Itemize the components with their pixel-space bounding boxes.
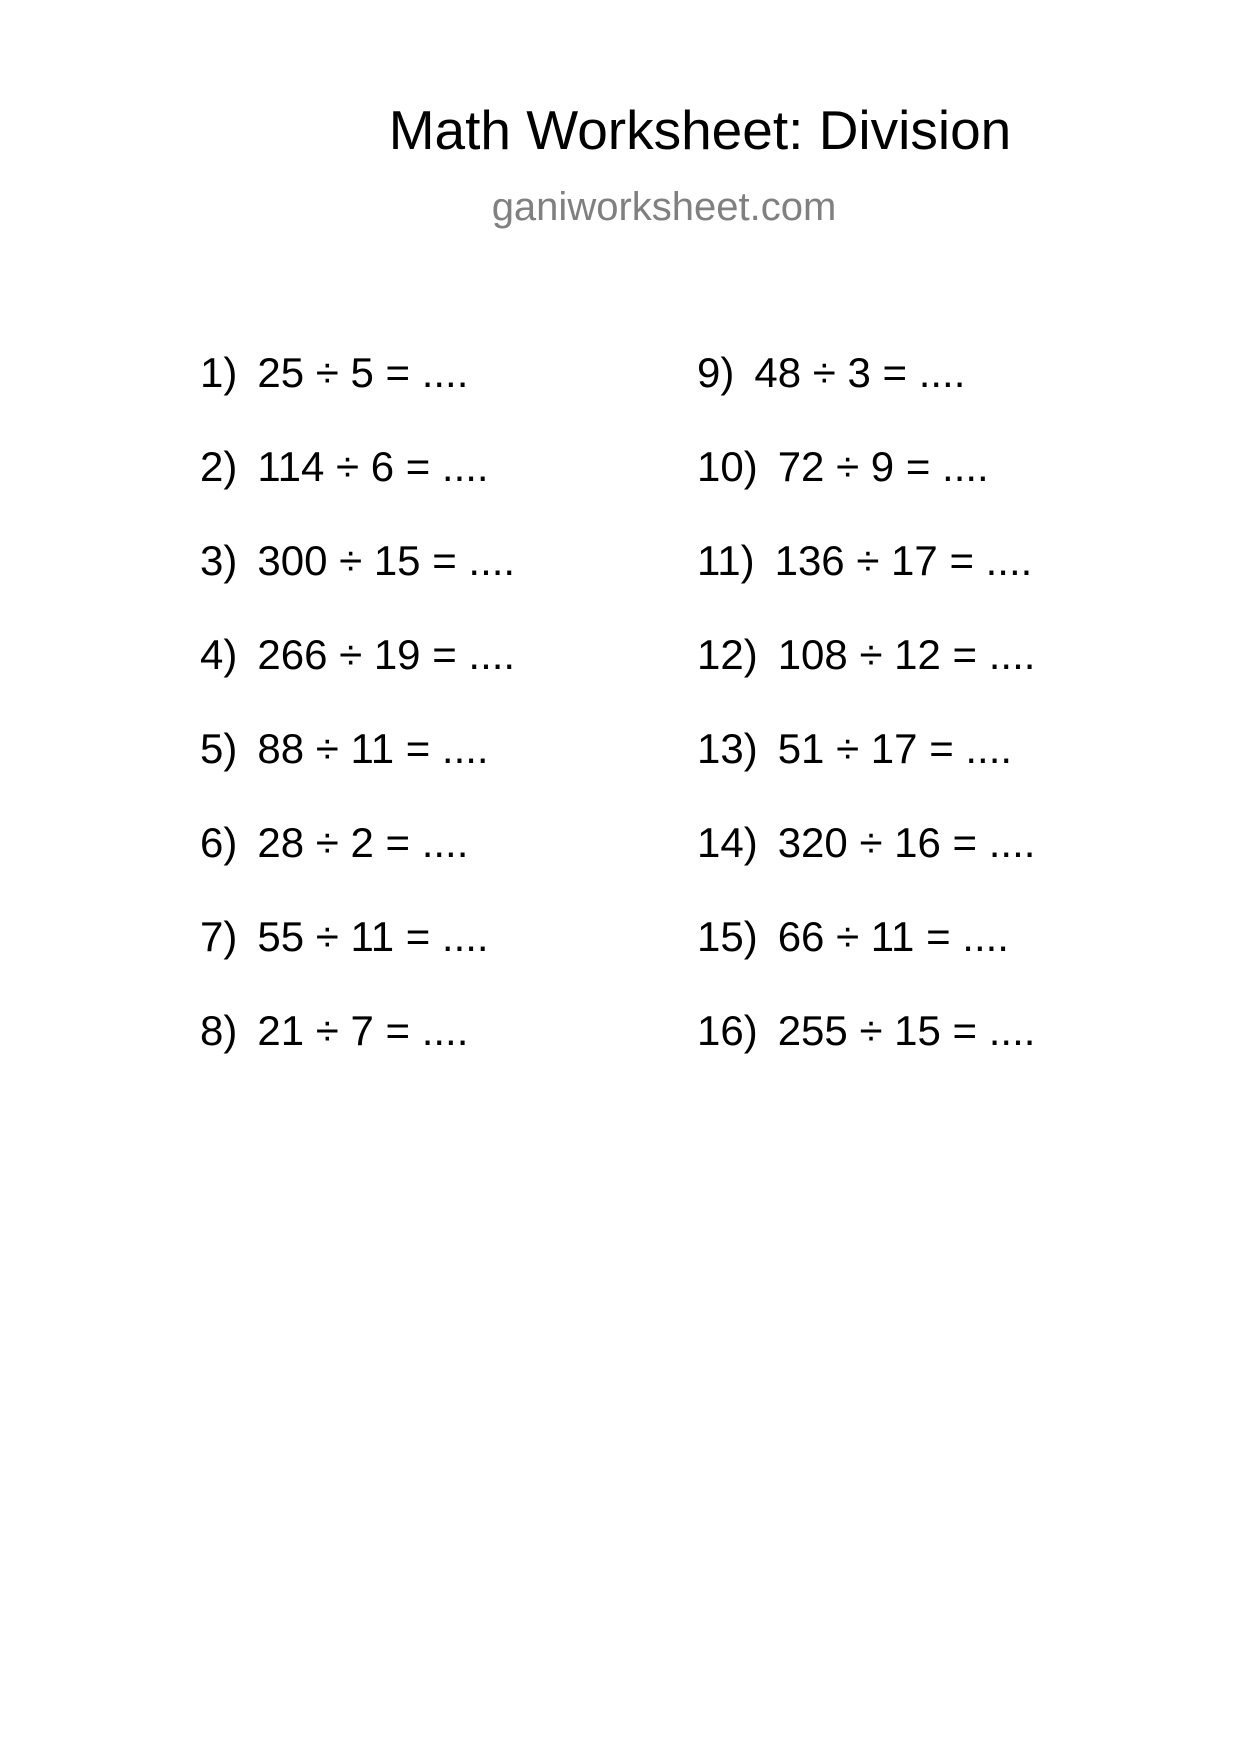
problem-expression: 21 ÷ 7 = .... — [257, 1007, 469, 1054]
problem-number: 10) — [697, 443, 758, 490]
problem-expression: 114 ÷ 6 = .... — [257, 443, 489, 490]
problem-number: 3) — [200, 537, 238, 584]
problem-item — [200, 536, 515, 586]
problem-number: 4) — [200, 631, 238, 678]
problem-expression: 25 ÷ 5 = .... — [257, 349, 469, 396]
problem-expression: 48 ÷ 3 = .... — [754, 349, 966, 396]
problem-number: 1) — [200, 349, 238, 396]
problem-expression: 255 ÷ 15 = .... — [777, 1007, 1036, 1054]
problem-expression: 88 ÷ 11 = .... — [257, 725, 489, 772]
problem-item — [200, 912, 489, 962]
problem-item — [697, 818, 1035, 868]
problem-item — [697, 724, 1012, 774]
problem-item — [697, 912, 1009, 962]
page-subtitle: ganiworksheet.com — [491, 185, 837, 229]
problem-item — [697, 348, 965, 398]
problem-expression: 108 ÷ 12 = .... — [777, 631, 1036, 678]
problem-item — [200, 724, 489, 774]
problem-item — [697, 630, 1035, 680]
problem-number: 8) — [200, 1007, 238, 1054]
problem-expression: 72 ÷ 9 = .... — [777, 443, 989, 490]
page-title: Math Worksheet: Division — [388, 99, 1012, 161]
problem-number: 13) — [697, 725, 758, 772]
problem-item — [697, 536, 1032, 586]
problem-number: 5) — [200, 725, 238, 772]
problem-number: 7) — [200, 913, 238, 960]
problem-item — [200, 442, 489, 492]
problem-expression: 320 ÷ 16 = .... — [777, 819, 1036, 866]
problem-number: 12) — [697, 631, 758, 678]
problem-item — [200, 818, 468, 868]
problem-number: 14) — [697, 819, 758, 866]
problem-item — [697, 442, 989, 492]
problem-number: 6) — [200, 819, 238, 866]
problem-number: 9) — [697, 349, 735, 396]
problem-number: 11) — [697, 537, 755, 584]
problem-expression: 136 ÷ 17 = .... — [774, 537, 1033, 584]
problem-expression: 66 ÷ 11 = .... — [777, 913, 1009, 960]
problem-item — [200, 1006, 468, 1056]
problem-expression: 28 ÷ 2 = .... — [257, 819, 469, 866]
problem-expression: 51 ÷ 17 = .... — [777, 725, 1013, 772]
problem-number: 2) — [200, 443, 238, 490]
problem-item — [200, 348, 468, 398]
problem-expression: 266 ÷ 19 = .... — [257, 631, 516, 678]
problem-expression: 300 ÷ 15 = .... — [257, 537, 516, 584]
problem-number: 15) — [697, 913, 758, 960]
problem-expression: 55 ÷ 11 = .... — [257, 913, 489, 960]
problem-item — [200, 630, 515, 680]
problem-number: 16) — [697, 1007, 758, 1054]
problem-item — [697, 1006, 1035, 1056]
